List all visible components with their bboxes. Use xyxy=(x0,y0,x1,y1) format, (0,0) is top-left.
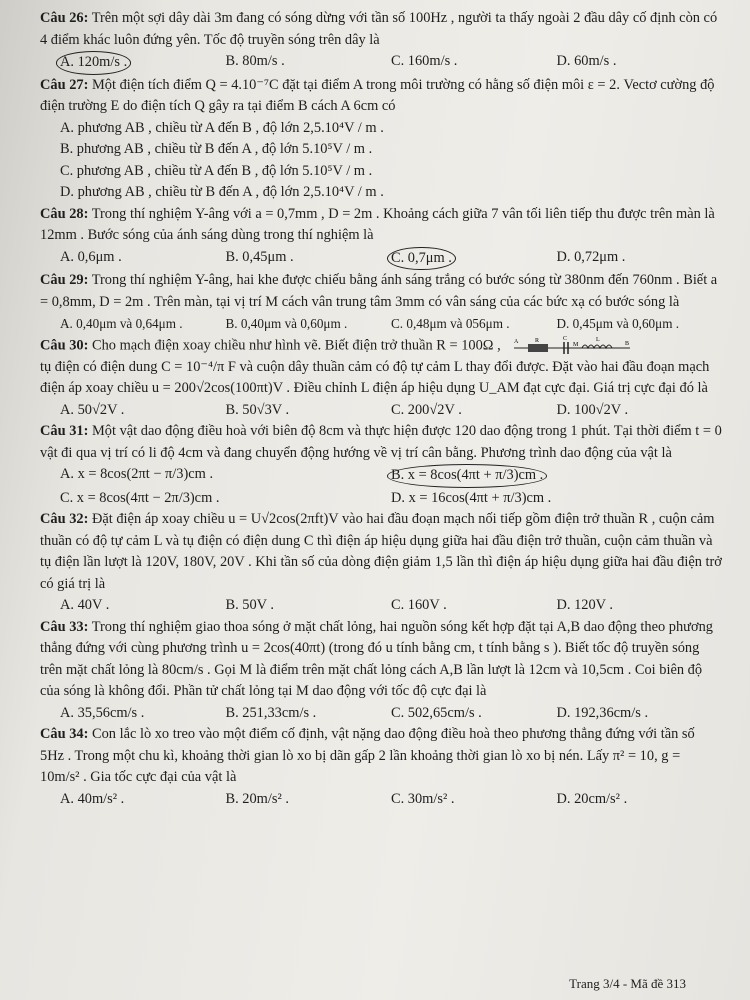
question-text: Con lắc lò xo treo vào một điểm cố định, vật nặng dao động điều hoà theo phương thẳng đứng với tần số 5Hz . Trong một chu kì, khoảng thời gian lò xo bị dãn gấp 2 lần khoảng thời gian lò xo bị nén. Lấy π² = 10, g = 10m/s² . Gia tốc cực đại của vật là xyxy=(40,726,695,785)
option-b: B. 80m/s . xyxy=(225,53,285,69)
option-c xyxy=(391,247,557,271)
question-30-continued xyxy=(40,357,722,400)
question-number: Câu 31: xyxy=(40,423,89,439)
question-number: Câu 30: xyxy=(40,336,89,353)
question-33 xyxy=(40,617,722,703)
option-d: D. 0,45μm và 0,60μm . xyxy=(556,316,680,331)
question-text: Trong thí nghiệm giao thoa sóng ở mặt chất lỏng, hai nguồn sóng kết hợp đặt tại A,B dao động theo phương thẳng đứng với cùng phương trình u = 2cos(40πt) (trong đó u tính bằng cm, t tính bằng s ). Biết tốc độ truyền sóng trên mặt chất lỏng là 80cm/s . Gọi M là điểm trên mặt chất lỏng cách A,B lần lượt là 12cm và 10,5cm . Coi biên độ của sóng là không đổi. Phần tử chất lỏng tại M dao động với tốc độ cực đại là xyxy=(40,618,713,699)
question-number: Câu 26: xyxy=(40,10,89,26)
resistor-icon xyxy=(528,344,548,352)
options-28 xyxy=(60,247,722,271)
answer-mark: C. 0,7μm . xyxy=(387,247,456,271)
answer-mark: B. x = 8cos(4πt + π/3)cm . xyxy=(387,464,547,488)
option-b: B. 50√3V . xyxy=(225,401,290,418)
option-d: D. 60m/s . xyxy=(556,53,617,69)
option-d: D. phương AB , chiều từ B đến A , độ lớn 2,5.10⁴V / m . xyxy=(60,184,384,200)
option-d: D. 100√2V . xyxy=(556,401,629,418)
question-text: Trong thí nghiệm Y-âng với a = 0,7mm , D = 2m . Khoảng cách giữa 7 vân tối liên tiếp thu được trên màn là 12mm . Bước sóng của ánh sáng dùng trong thí nghiệm là xyxy=(40,205,715,243)
option-a: A. 0,6μm . xyxy=(60,248,122,265)
svg-text:L: L xyxy=(596,336,600,343)
question-30 xyxy=(40,335,722,357)
question-number: Câu 34: xyxy=(40,726,89,742)
options-29 xyxy=(60,313,722,335)
option-a: A. 50√2V . xyxy=(60,401,125,418)
option-d: D. 0,72μm . xyxy=(556,248,626,265)
question-number: Câu 29: xyxy=(40,272,89,288)
option-c: C. 160m/s . xyxy=(391,53,458,69)
option-d: D. 120V . xyxy=(556,597,614,613)
question-28 xyxy=(40,204,722,247)
question-text: Trong thí nghiệm Y-âng, hai khe được chiếu bằng ánh sáng trắng có bước sóng từ 380nm đến 760nm . Biết a = 0,8mm, D = 2m . Trên màn, tại vị trí M cách vân trung tâm 3mm có vân sáng của các bức xạ có bước sóng là xyxy=(40,272,718,310)
svg-text:A: A xyxy=(514,338,519,345)
option-c: C. 30m/s² . xyxy=(391,790,455,807)
svg-text:B: B xyxy=(625,340,630,347)
option-c: C. 200√2V . xyxy=(391,401,462,418)
svg-text:R: R xyxy=(535,337,540,344)
options-30 xyxy=(60,400,722,422)
option-c: C. 502,65cm/s . xyxy=(391,704,482,721)
svg-text:C: C xyxy=(563,335,568,342)
question-text: Một vật dao động điều hoà với biên độ 8cm và thực hiện được 120 dao động trong 1 phút. Tại thời điểm t = 0 vật đi qua vị trí có li độ 4cm và đang chuyển động hướng về vị trí cân bằng. Phương trình dao động của vật là xyxy=(40,423,722,461)
option-c: C. 0,48μm và 056μm . xyxy=(391,316,510,331)
question-number: Câu 32: xyxy=(40,511,89,527)
option-a: A. 40m/s² . xyxy=(60,790,125,807)
option-b xyxy=(391,464,722,488)
question-number: Câu 33: xyxy=(40,618,89,635)
options-31-row1 xyxy=(60,464,722,488)
question-text: Cho mạch điện xoay chiều như hình vẽ. Biết điện trở thuần R = 100Ω , xyxy=(91,336,501,353)
question-text: Trên một sợi dây dài 3m đang có sóng dừng với tần số 100Hz , người ta thấy ngoài 2 đầu dây cố định còn có 4 điểm khác luôn đứng yên. Tốc độ truyền sóng trên dây là xyxy=(40,10,718,48)
question-32 xyxy=(40,509,722,595)
option-d: D. 192,36cm/s . xyxy=(556,704,649,721)
option-a: A. 0,40μm và 0,64μm . xyxy=(60,316,183,331)
option-a: A. 40V . xyxy=(60,597,110,613)
question-number: Câu 28: xyxy=(40,205,89,222)
answer-mark: A. 120m/s . xyxy=(56,51,131,75)
question-text: Đặt điện áp xoay chiều u = U√2cos(2πft)V vào hai đầu đoạn mạch nối tiếp gồm điện trở thuần R , cuộn cảm thuần có độ tự cảm L và tụ điện có điện dung C thì điện áp hiệu dụng giữa hai đầu điện trở thuần, cuộn cảm thuần và tụ điện lần lượt là 120V, 180V, 20V . Khi tần số của dòng điện giảm 1,5 lần thì điện áp hiệu dụng giữa hai đầu điện trở có giá trị là xyxy=(40,511,722,592)
option-b: B. 251,33cm/s . xyxy=(225,704,317,721)
option-d: D. 20cm/s² . xyxy=(556,790,628,807)
question-text: Một điện tích điểm Q = 4.10⁻⁷C đặt tại điểm A trong môi trường có hằng số điện môi ε = 2. Vectơ cường độ điện trường E do điện tích Q gây ra tại điểm B cách A 6cm có xyxy=(40,76,715,114)
circuit-diagram xyxy=(512,335,632,357)
option-c: C. 160V . xyxy=(391,597,447,613)
question-text: tụ điện có điện dung C = 10⁻⁴/π F và cuộn dây thuần cảm có độ tự cảm L thay đổi được. Đặt vào hai đầu đoạn mạch điện áp xoay chiều u = 200√2cos(100πt)V . Điều chỉnh L điện áp hiệu dụng U_AM đạt cực đại. Giá trị cực đại đó là xyxy=(40,358,710,396)
options-34 xyxy=(60,789,722,811)
question-34 xyxy=(40,724,722,789)
option-b: B. phương AB , chiều từ B đến A , độ lớn 5.10⁵V / m . xyxy=(60,141,373,157)
question-27 xyxy=(40,75,722,118)
svg-text:M: M xyxy=(573,341,579,348)
options-26 xyxy=(60,51,722,75)
options-32 xyxy=(60,595,722,617)
question-31 xyxy=(40,421,722,464)
question-29 xyxy=(40,270,722,313)
options-31-row2 xyxy=(60,488,722,510)
option-b: B. 0,40μm và 0,60μm . xyxy=(225,316,348,331)
question-number: Câu 27: xyxy=(40,76,89,93)
option-c: C. phương AB , chiều từ A đến B , độ lớn 5.10⁵V / m . xyxy=(60,162,373,179)
option-c: C. x = 8cos(4πt − 2π/3)cm . xyxy=(60,489,220,506)
option-b: B. 50V . xyxy=(225,597,275,613)
question-26 xyxy=(40,8,722,51)
option-a xyxy=(60,51,226,75)
page-footer: Trang 3/4 - Mã đề 313 xyxy=(569,976,686,991)
option-a: A. x = 8cos(2πt − π/3)cm . xyxy=(60,466,214,482)
option-a: A. 35,56cm/s . xyxy=(60,704,145,721)
options-27 xyxy=(60,118,722,204)
option-b: B. 20m/s² . xyxy=(225,790,289,807)
option-b: B. 0,45μm . xyxy=(225,248,294,265)
option-d: D. x = 16cos(4πt + π/3)cm . xyxy=(391,489,552,506)
option-a: A. phương AB , chiều từ A đến B , độ lớn 2,5.10⁴V / m . xyxy=(60,119,384,136)
options-33 xyxy=(60,703,722,725)
